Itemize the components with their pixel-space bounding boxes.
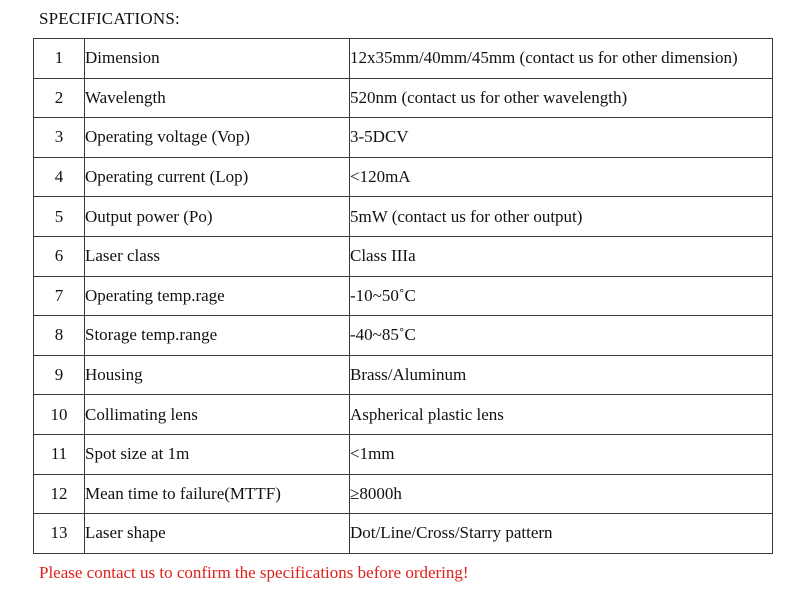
parameter-name: Spot size at 1m: [85, 434, 350, 474]
parameter-name: Housing: [85, 355, 350, 395]
row-number: 13: [34, 514, 85, 554]
parameter-value: 520nm (contact us for other wavelength): [350, 78, 773, 118]
parameter-name: Storage temp.range: [85, 316, 350, 356]
table-row: [34, 276, 773, 316]
row-number: 12: [34, 474, 85, 514]
row-number: 11: [34, 434, 85, 474]
row-number: 1: [34, 39, 85, 79]
section-heading: SPECIFICATIONS:: [39, 9, 180, 28]
table-row: [34, 434, 773, 474]
parameter-name: Mean time to failure(MTTF): [85, 474, 350, 514]
parameter-name: Operating voltage (Vop): [85, 118, 350, 158]
contact-note: Please contact us to confirm the specifications before ordering!: [39, 563, 469, 582]
parameter-value: Brass/Aluminum: [350, 355, 773, 395]
parameter-name: Operating current (Lop): [85, 157, 350, 197]
parameter-value: <1mm: [350, 434, 773, 474]
table-row: [34, 118, 773, 158]
row-number: 8: [34, 316, 85, 356]
parameter-value: Class IIIa: [350, 236, 773, 276]
parameter-name: Wavelength: [85, 78, 350, 118]
parameter-value: -40~85˚C: [350, 316, 773, 356]
parameter-name: Dimension: [85, 39, 350, 79]
parameter-value: 5mW (contact us for other output): [350, 197, 773, 237]
table-row: [34, 395, 773, 435]
row-number: 6: [34, 236, 85, 276]
row-number: 2: [34, 78, 85, 118]
table-row: [34, 316, 773, 356]
table-row: [34, 514, 773, 554]
row-number: 3: [34, 118, 85, 158]
table-row: [34, 236, 773, 276]
row-number: 7: [34, 276, 85, 316]
row-number: 9: [34, 355, 85, 395]
parameter-name: Output power (Po): [85, 197, 350, 237]
parameter-value: <120mA: [350, 157, 773, 197]
row-number: 5: [34, 197, 85, 237]
table-row: [34, 157, 773, 197]
parameter-value: Aspherical plastic lens: [350, 395, 773, 435]
row-number: 4: [34, 157, 85, 197]
parameter-value: 3-5DCV: [350, 118, 773, 158]
parameter-name: Operating temp.rage: [85, 276, 350, 316]
parameter-value: Dot/Line/Cross/Starry pattern: [350, 514, 773, 554]
parameter-name: Laser shape: [85, 514, 350, 554]
table-row: [34, 474, 773, 514]
table-row: [34, 355, 773, 395]
row-number: 10: [34, 395, 85, 435]
parameter-value: 12x35mm/40mm/45mm (contact us for other dimension): [350, 39, 773, 79]
table-row: [34, 39, 773, 79]
table-row: [34, 78, 773, 118]
parameter-name: Laser class: [85, 236, 350, 276]
parameter-value: ≥8000h: [350, 474, 773, 514]
table-row: [34, 197, 773, 237]
specifications-table: [33, 38, 773, 554]
parameter-value: -10~50˚C: [350, 276, 773, 316]
parameter-name: Collimating lens: [85, 395, 350, 435]
specifications-table-body: [34, 39, 773, 554]
